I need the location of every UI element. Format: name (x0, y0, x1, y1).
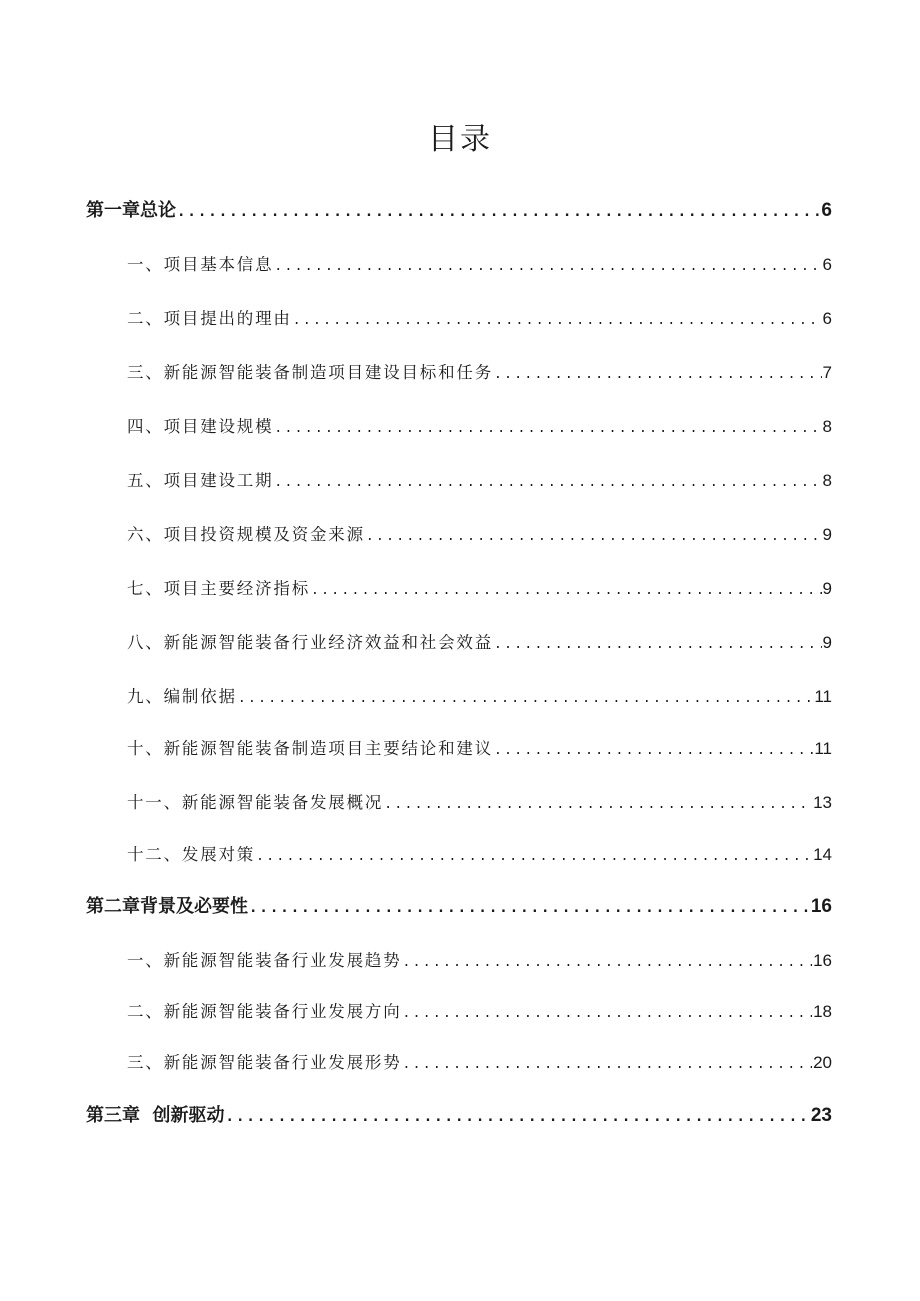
toc-entry-label: 第二章背景及必要性 (86, 896, 248, 917)
toc-entry-label: 十一、新能源智能装备发展概况 (127, 793, 384, 812)
dot-leader (403, 1050, 813, 1080)
dot-leader (384, 790, 812, 820)
toc-entry-chapter-1[interactable] (86, 196, 832, 226)
toc-page-number: 9 (822, 525, 832, 544)
toc-entry-section[interactable] (127, 358, 832, 388)
dot-leader (403, 999, 813, 1029)
toc-page-number: 16 (813, 951, 832, 970)
toc-entry-label: 三、新能源智能装备制造项目建设目标和任务 (127, 363, 493, 382)
toc-entry-section[interactable] (127, 628, 832, 658)
dot-leader (274, 414, 821, 444)
dot-leader (177, 197, 820, 227)
dot-leader (226, 1102, 810, 1132)
toc-entry-label: 一、项目基本信息 (127, 255, 274, 274)
dot-leader (256, 842, 812, 872)
toc-entry-label: 三、新能源智能装备行业发展形势 (127, 1053, 402, 1072)
toc-entry-label: 十、新能源智能装备制造项目主要结论和建议 (127, 739, 493, 758)
toc-entry-label: 六、项目投资规模及资金来源 (127, 525, 365, 544)
toc-entry-label: 五、项目建设工期 (127, 471, 274, 490)
toc-page-number: 16 (810, 896, 832, 917)
dot-leader (311, 576, 822, 606)
toc-page-number: 6 (821, 200, 832, 221)
toc-page-number: 11 (814, 687, 832, 706)
toc-page-number: 8 (822, 471, 832, 490)
toc-page-number: 11 (814, 739, 832, 758)
toc-entry-label: 第一章总论 (86, 200, 176, 221)
toc-entry-section[interactable] (127, 412, 832, 442)
toc-page-number: 13 (813, 793, 832, 812)
toc-page-number: 6 (822, 255, 832, 274)
toc-entry-section[interactable] (127, 682, 832, 712)
toc-page-number: 9 (822, 579, 832, 598)
toc-entry-label: 八、新能源智能装备行业经济效益和社会效益 (127, 633, 493, 652)
toc-entry-label: 二、新能源智能装备行业发展方向 (127, 1002, 402, 1021)
toc-entry-section[interactable] (127, 1048, 832, 1078)
toc-entry-label: 十二、发展对策 (127, 845, 256, 864)
toc-entry-section[interactable] (127, 520, 832, 550)
toc-page-number: 20 (813, 1053, 832, 1072)
toc-entry-chapter-2[interactable] (86, 892, 832, 922)
toc-entry-label: 四、项目建设规模 (127, 417, 274, 436)
dot-leader (249, 893, 810, 923)
dot-leader (293, 306, 822, 336)
toc-entry-section[interactable] (127, 304, 832, 334)
toc-page-number: 7 (822, 363, 832, 382)
toc-entry-section[interactable] (127, 946, 832, 976)
toc-entry-label: 第三章 创新驱动 (86, 1105, 225, 1126)
dot-leader (494, 360, 822, 390)
toc-entry-section[interactable] (127, 840, 832, 870)
toc-entry-label: 九、编制依据 (127, 687, 237, 706)
dot-leader (494, 736, 813, 766)
toc-entry-section[interactable] (127, 574, 832, 604)
toc-entry-chapter-3[interactable] (86, 1101, 832, 1131)
toc-entry-section[interactable] (127, 734, 832, 764)
dot-leader (494, 630, 822, 660)
toc-page-number: 9 (822, 633, 832, 652)
toc-entry-section[interactable] (127, 788, 832, 818)
toc-page-number: 14 (813, 845, 832, 864)
toc-entry-label: 七、项目主要经济指标 (127, 579, 310, 598)
toc-entry-label: 一、新能源智能装备行业发展趋势 (127, 951, 402, 970)
toc-page-number: 6 (822, 309, 832, 328)
toc-entry-section[interactable] (127, 250, 832, 280)
dot-leader (238, 684, 814, 714)
toc-entry-section[interactable] (127, 997, 832, 1027)
dot-leader (274, 252, 821, 282)
toc-entry-label: 二、项目提出的理由 (127, 309, 292, 328)
toc-entry-section[interactable] (127, 466, 832, 496)
toc-page-number: 8 (822, 417, 832, 436)
toc-page-number: 18 (813, 1002, 832, 1021)
toc-title: 目录 (428, 122, 492, 157)
toc-page-number: 23 (810, 1105, 832, 1126)
dot-leader (403, 948, 813, 978)
dot-leader (366, 522, 822, 552)
dot-leader (274, 468, 821, 498)
